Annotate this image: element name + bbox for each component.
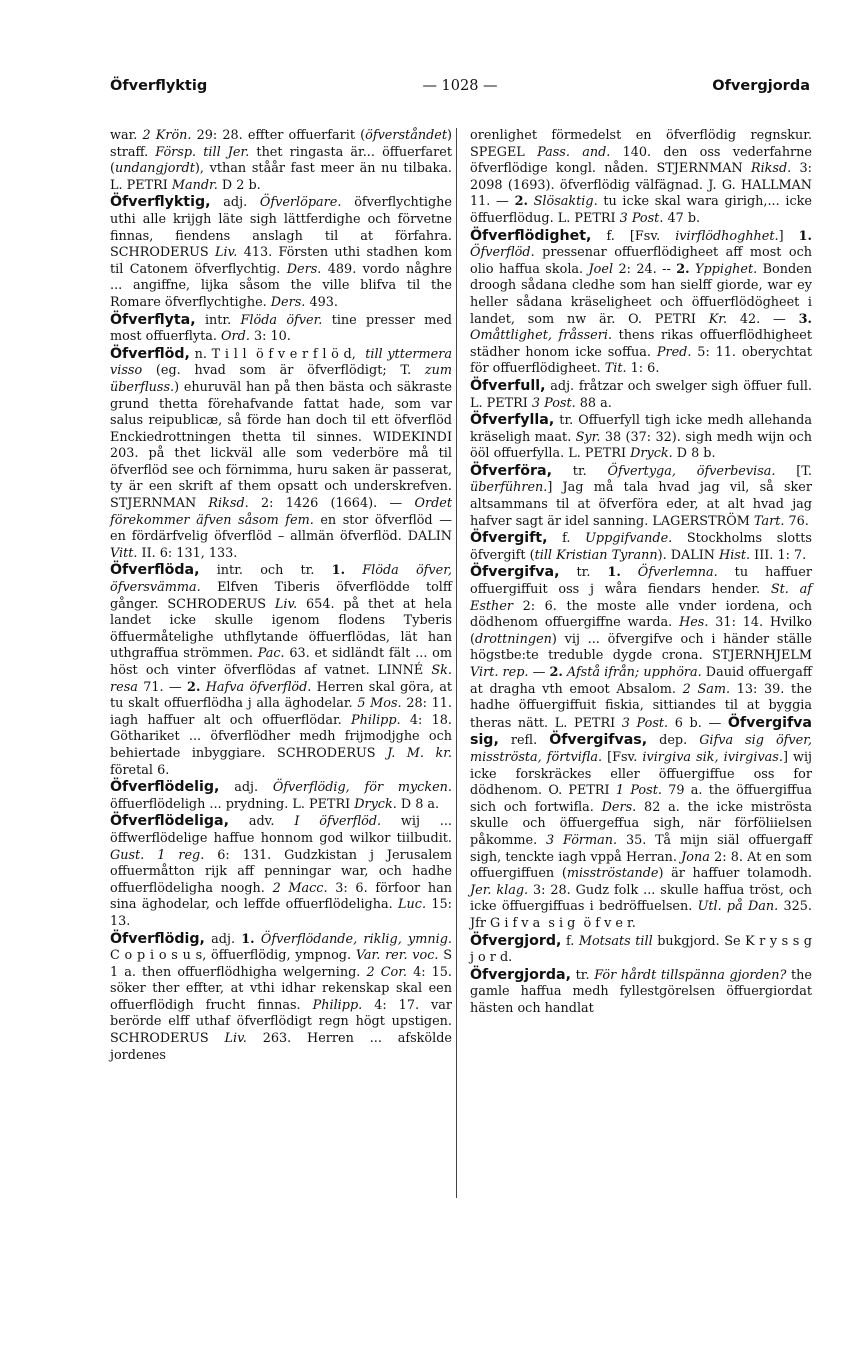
dictionary-entry xyxy=(110,779,452,813)
entry-headword: Öfverflödighet, xyxy=(470,227,592,244)
entry-body: adj. 1. Öfverflödande, riklig, ymnig. C o p i o s u s, öffuerflödig, ympnog. Var. rer. voc. S 1 a. then offuerflödhigha welgerning. 2 Cor. 4: 15. söker ther effter, at vthi idhar rekenskap skal een offuerflödigh frucht finnas. Philipp. 4: 17. var berörde elff uthaf öfverflödigt regn högt upstigen. SCHRODERUS Liv. 263. Herren ... afskölde jordenes xyxy=(110,931,452,1063)
entry-headword: Öfverflöd, xyxy=(110,345,190,362)
dictionary-entry xyxy=(110,346,452,563)
entry-headword: Öfvergjorda, xyxy=(470,966,571,983)
entry-headword: Öfverflödeliga, xyxy=(110,813,229,830)
dictionary-entry xyxy=(110,931,452,1065)
entry-body: intr. Flöda öfver. tine presser med most offuerflyta. Ord. 3: 10. xyxy=(110,312,452,345)
entry-body: tr. Öfvertyga, öfverbevisa. [T. überführen.] Jag må tala hvad jag vil, så sker altsammans til at öfverföra eder, at alt hvad jag hafver sagt är idel sanning. LAGERSTRÖM Tart. 76. xyxy=(470,463,812,529)
entry-body: adj. Öfverlöpare. öfverflychtighe uthi alle krijgh läte sigh lättferdighe och förvetne finnas, fiendens anslagh til at förfahra. SCHRODERUS Liv. 413. Försten uthi stadhen kom til Catonem öfverflychtig. Ders. 489. vordo någhre ... angiffne, lijka såsom the ville blifva til the Romare öfverflychtighe. Ders. 493. xyxy=(110,195,453,310)
dictionary-entry xyxy=(470,412,812,463)
dictionary-entry xyxy=(470,933,812,967)
entry-body: tr. Offuerfyll tigh icke medh allehanda kräseligh maat. Syr. 38 (37: 32). sigh medh wijn och ööl offuerfylla. L. PETRI Dryck. D 8 b. xyxy=(470,413,813,462)
dictionary-entry xyxy=(110,562,452,779)
dictionary-entry xyxy=(110,813,452,930)
entry-body: war. 2 Krön. 29: 28. effter offuerfarit (öfverståndet) straff. Försp. till Jer. thet ringasta är... öffuerfaret (undangjordt), vthan ståår fast meer än nu tilbaka. L. PETRI Mandr. D 2 b. xyxy=(110,128,452,193)
entry-headword: Öfverfylla, xyxy=(470,412,555,429)
entry-headword: Öfvergifva, xyxy=(470,564,560,581)
right-column xyxy=(470,128,812,1017)
dictionary-entry xyxy=(110,194,452,311)
dictionary-entry xyxy=(470,530,812,564)
entry-body: adv. I öfverflöd. wij ... öffwerflödelige haffue honnom god wilkor tiilbudit. Gust. 1 reg. 6: 131. Gudzkistan j Jerusalem offuermåtton rijk aff penningar war, och hadhe offuerflödeligha noogh. 2 Macc. 3: 6. förfoor han sina äghodelar, och leffde offuerflödeligha. Luc. 15: 13. xyxy=(110,814,452,929)
entry-headword: Öfverflödelig, xyxy=(110,779,220,796)
entry-headword: Öfverflöda, xyxy=(110,562,200,579)
entry-body: f. [Fsv. ivirflödhoghhet.] 1. Öfverflöd. pressenar offuerflödigheet aff most och olio haffua skola. Joel 2: 24. -- 2. Yppighet. Bonden droogh sådana cledhe som han sielff giorde, war ey heller sådana kräseligheet och öffuerflödögheet i landet, som nw är. O. PETRI Kr. 42. — 3. Omåttlighet, fråsseri. thens rikas offuerflödhigheet städher honom icke soffua. Pred. 5: 11. oberychtat för offuerflödigheet. Tit. 1: 6. xyxy=(470,228,813,377)
header-left-guideword: Öfverflyktig xyxy=(110,78,208,94)
entry-body: f. Uppgifvande. Stockholms slotts öfvergift (till Kristian Tyrann). DALIN Hist. III. 1: 7. xyxy=(470,531,812,563)
entry-headword: Öfvergjord, xyxy=(470,932,562,949)
dictionary-entry xyxy=(470,463,812,530)
header-right-guideword: Ofvergjorda xyxy=(712,78,810,94)
entry-body: adj. fråtzar och swelger sigh öffuer full. L. PETRI 3 Post. 88 a. xyxy=(470,378,812,411)
dictionary-entry xyxy=(470,378,812,412)
left-column xyxy=(110,128,452,1064)
entry-headword: Öfverflyta, xyxy=(110,311,196,328)
dictionary-entry xyxy=(470,228,812,378)
dictionary-entry xyxy=(110,128,452,194)
column-divider xyxy=(456,128,457,1198)
entry-body: n. T i l l ö f v e r f l ö d, till yttermera visso (eg. hvad som är öfverflödigt; T. zum überfluss.) ehuruväl han på then bästa och säkraste grund thetta förehafvande fattat hade, som var salus reipublicæ, så förde han doch til ett öfverflöd Enckiedrottningen thetta til sinnes. WIDEKINDI 203. på thet lickväl alle som vederböre må til öfverflöd see och förnimma, huru saken är passerat, ty är een skrift af them opsatt och underskrefven. STJERNMAN Riksd. 2: 1426 (1664). — Ordet förekommer äfven såsom fem. en stor öfverflöd — en fördärfvelig öfverflöd – allmän öfverflöd. DALIN Vitt. II. 6: 131, 133. xyxy=(110,346,453,561)
dictionary-entry xyxy=(470,564,812,932)
dictionary-entry xyxy=(110,312,452,346)
entry-body: adj. Öfverflödig, för mycken. öffuerflödeligh ... prydning. L. PETRI Dryck. D 8 a. xyxy=(110,780,452,812)
dictionary-entry xyxy=(470,128,812,228)
entry-headword: Öfverföra, xyxy=(470,462,552,479)
dictionary-entry xyxy=(470,967,812,1018)
page-number: — 1028 — xyxy=(422,78,498,94)
entry-body: tr. 1. Öfverlemna. tu haffuer offuergiffuit oss j wåra fiendars hender. St. af Esther 2: 6. the moste alle vnder iordena, och dödhenom offuergiffne warda. Hes. 31: 14. Hvilko (drottningen) vij ... öfvergifve och i händer ställe högstbe:te treduble dygde crona. STJERNHJELM Virt. rep. — 2. Afstå ifrån; upphöra. Dauid offuergaff at dragha vth emoot Absalom. 2 Sam. 13: 39. the hadhe öffuergiffuit fiskia, sittiandes til at byggia theras nätt. L. PETRI 3 Post. 6 b. — Öfvergifva sig, refl. Öfvergifvas, dep. Gifva sig öfver, misströsta, förtvifla. [Fsv. ivirgiva sik, ivirgivas.] wij icke forskräckes eller öffuergiffue oss for dödhenom. O. PETRI 1 Post. 79 a. the öffuergiffua sich och fortwifla. Ders. 82 a. the icke miströsta skulle och öffuergeffua sigh, när förföliielsen påkomme. 3 Förman. 35. Tå mijn siäl offuergaff sigh, tenckte iagh vppå Herran. Jona 2: 8. At en som offuergiffuen (misströstande) är haffuer tolamodh. Jer. klag. 3: 28. Gudz folk ... skulle haffua tröst, och icke öffuergiffuas i bedröffuelsen. Utl. på Dan. 325. Jfr G i f v a s i g ö f v e r. xyxy=(470,565,813,931)
entry-body: intr. och tr. 1. Flöda öfver, öfversvämma. Elfven Tiberis öfverflödde tolff gånger. SCHRODERUS Liv. 654. på thet at hela landet icke skulle igenom flodens Tyberis öffuermåtelighe uthflytande öffuerflödas, lät han uthgraffua strömmen. Pac. 63. et sidländt fält ... om höst och vinter öfverflödas af vatnet. LINNÉ Sk. resa 71. — 2. Hafva öfverflöd. Herren skal göra, at tu skalt offuerflödha j alla äghodelar. 5 Mos. 28: 11. iagh haffuer alt och offuerflödar. Philipp. 4: 18. Göthariket ... öfverflödher medh frijmodjghe och behiertade inbyggiare. SCHRODERUS J. M. kr. företal 6. xyxy=(110,563,453,778)
entry-body: f. Motsats till bukgjord. Se K r y s s g j o r d. xyxy=(470,933,812,966)
entry-body: orenlighet förmedelst en öfverflödig regnskur. SPEGEL Pass. and. 140. den oss vederfahrne öfverflödige kongl. nåden. STJERNMAN Riksd. 3: 2098 (1693). öfverflödig välfägnad. J. G. HALLMAN 11. — 2. Slösaktig. tu icke skal wara girigh,... icke öffuerflödug. L. PETRI 3 Post. 47 b. xyxy=(470,128,812,226)
entry-body: tr. För hårdt tillspänna gjorden? the gamle haffua medh fyllestgörelsen öffuergiordat hästen och handlat xyxy=(470,967,812,1016)
page-header xyxy=(110,78,810,100)
entry-headword: Öfvergift, xyxy=(470,530,548,547)
entry-headword: Öfverflödig, xyxy=(110,930,205,947)
entry-headword: Öfverflyktig, xyxy=(110,194,211,211)
entry-headword: Öfverfull, xyxy=(470,377,546,394)
